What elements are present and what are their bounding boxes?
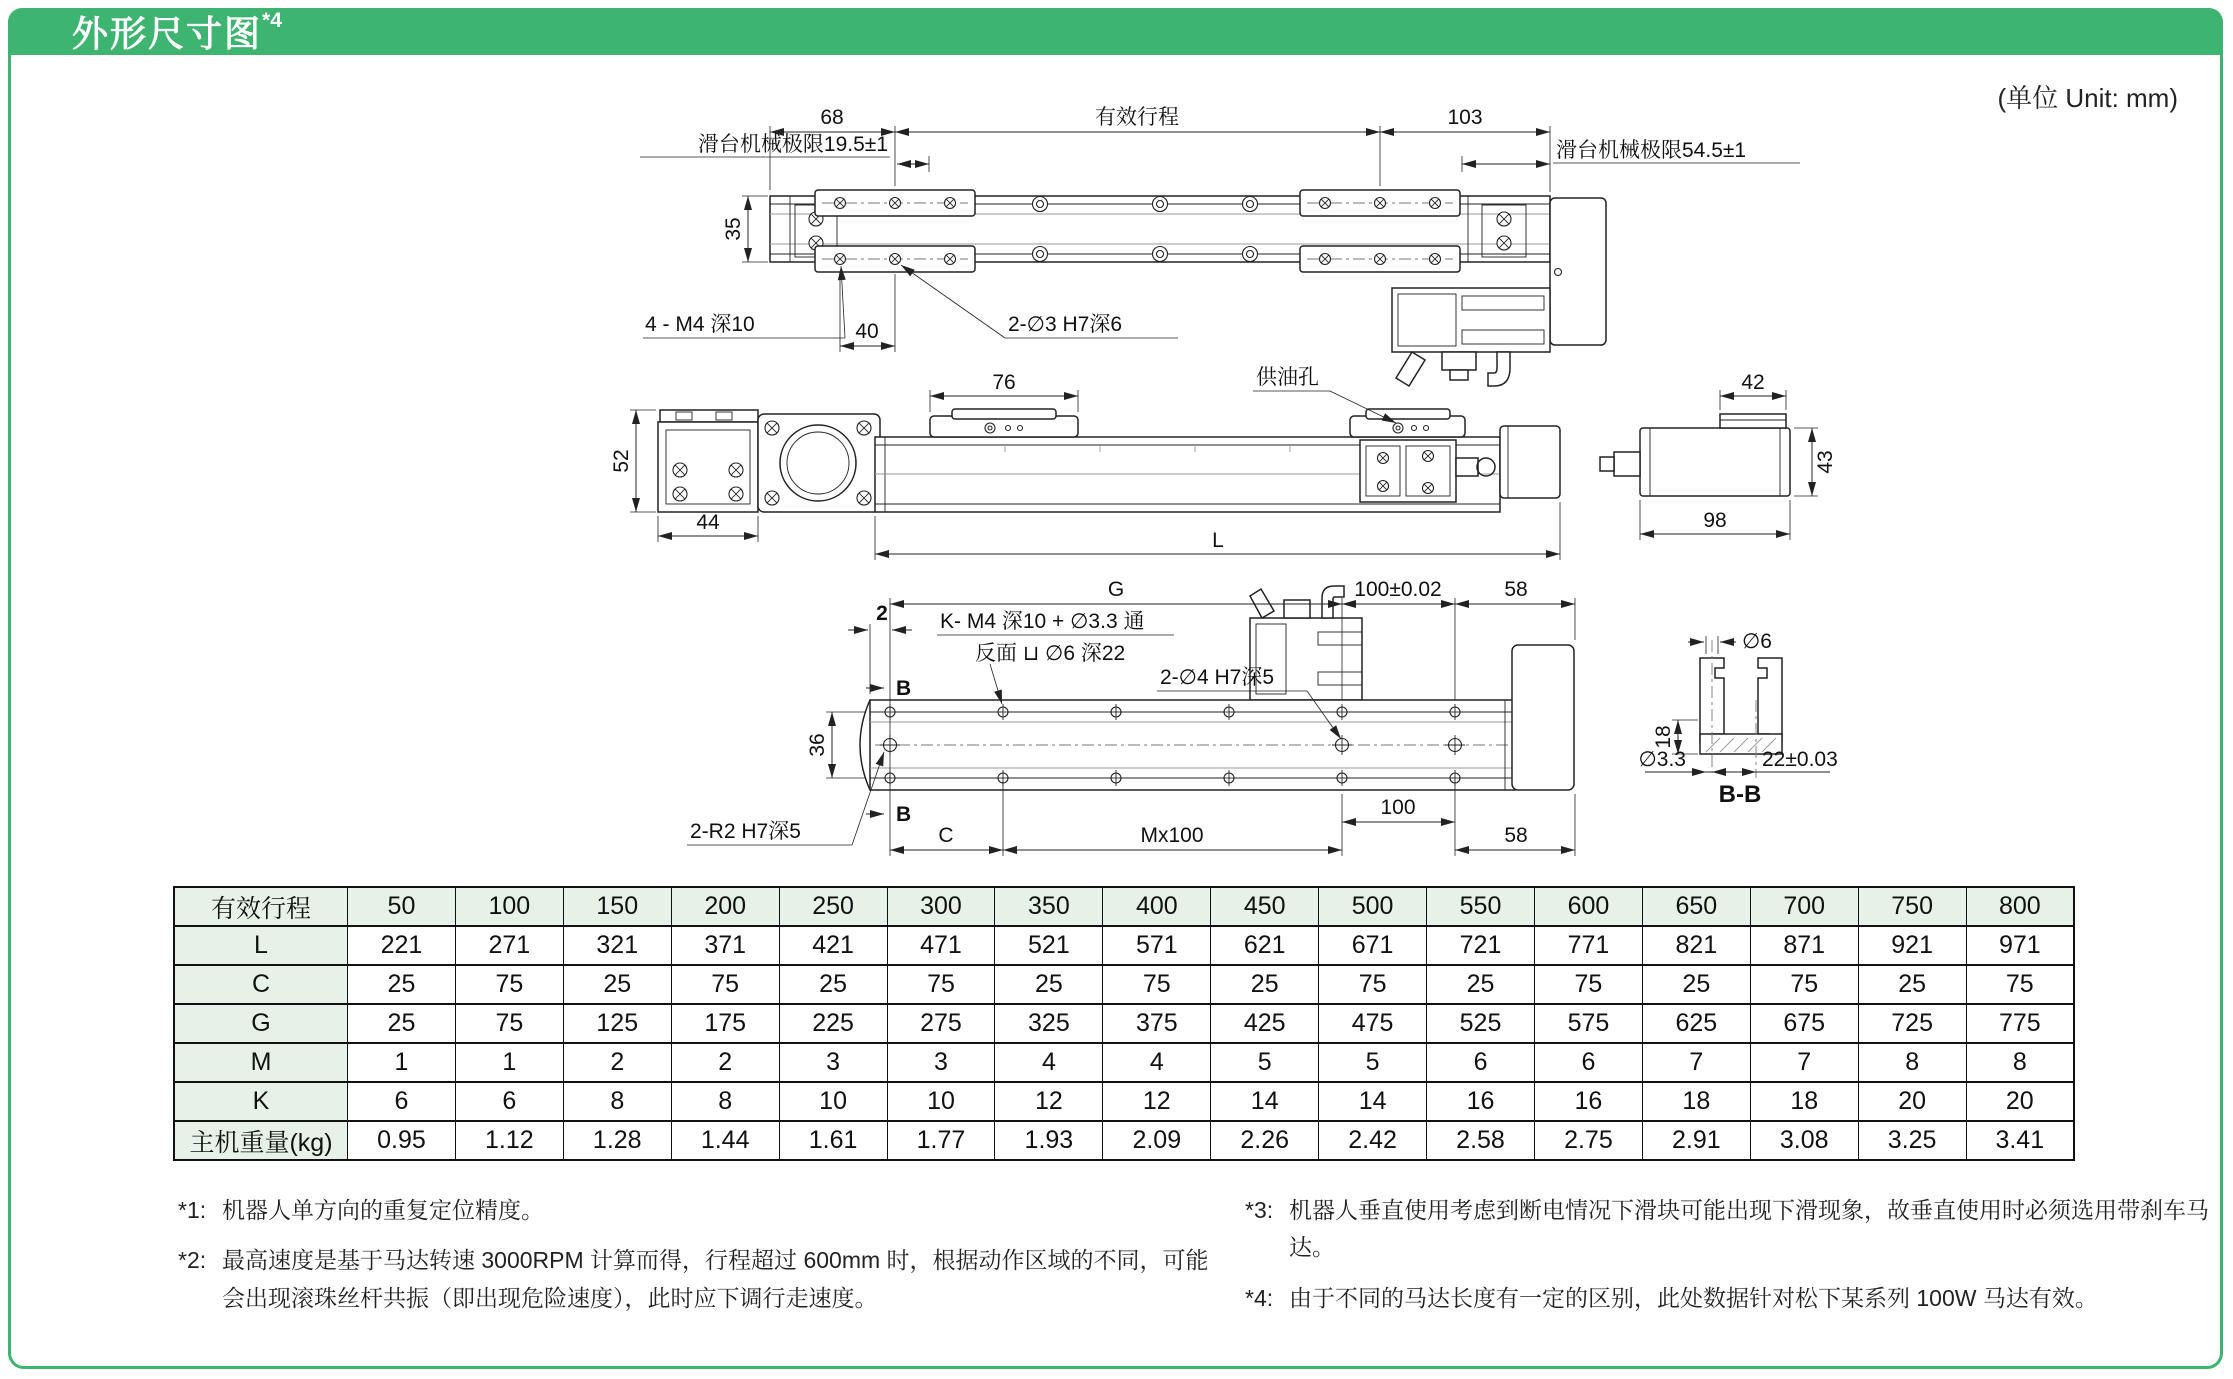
dim-44: 44 — [696, 511, 720, 534]
footnote-text: 最高速度是基于马达转速 3000RPM 计算而得，行程超过 600mm 时，根据动作区域的不同，可能会出现滚珠丝杆共振（即出现危险速度），此时应下调行走速度。 — [222, 1247, 1209, 1311]
table-cell: 321 — [563, 926, 671, 965]
dim-98: 98 — [1703, 509, 1727, 532]
footnote-2 — [178, 1242, 1230, 1317]
table-cell: 671 — [1319, 926, 1427, 965]
table-cell: 75 — [1319, 965, 1427, 1004]
label-k-m4-holes: K- M4 深10 + ∅3.3 通 — [940, 610, 1145, 633]
table-cell: 425 — [1211, 1004, 1319, 1043]
table-header-cell: K — [174, 1082, 348, 1121]
motor-side-view — [1600, 371, 1837, 540]
table-cell: 75 — [1534, 965, 1642, 1004]
label-oil-port: 供油孔 — [1256, 366, 1319, 389]
table-cell: 2.42 — [1319, 1121, 1427, 1160]
table-cell: 25 — [348, 1004, 456, 1043]
dim-22-tol: 22±0.03 — [1762, 748, 1838, 771]
table-row — [174, 1121, 2074, 1160]
table-cell: 5 — [1319, 1043, 1427, 1082]
table-header-cell: 主机重量(kg) — [174, 1121, 348, 1160]
dim-C: C — [938, 824, 954, 847]
table-cell: 675 — [1750, 1004, 1858, 1043]
dim-36: 36 — [806, 733, 829, 757]
table-cell: 10 — [887, 1082, 995, 1121]
table-cell: 1.61 — [779, 1121, 887, 1160]
table-header-cell: C — [174, 965, 348, 1004]
table-cell: 75 — [1103, 965, 1211, 1004]
table-cell: 225 — [779, 1004, 887, 1043]
motor-cable-connector — [1396, 352, 1425, 386]
section-arrow-b-bottom: B — [896, 803, 912, 826]
table-cell: 20 — [1966, 1082, 2074, 1121]
dim-100: 100 — [1380, 796, 1416, 819]
table-cell: 7 — [1642, 1043, 1750, 1082]
table-row — [174, 926, 2074, 965]
table-cell: 25 — [779, 965, 887, 1004]
table-cell: 3.08 — [1750, 1121, 1858, 1160]
end-view — [610, 410, 918, 542]
table-cell: 1.93 — [995, 1121, 1103, 1160]
table-cell: 16 — [1534, 1082, 1642, 1121]
motor-cover-bottom-view — [1512, 645, 1574, 790]
table-cell: 10 — [779, 1082, 887, 1121]
dim-42: 42 — [1741, 371, 1765, 394]
table-header-cell: 500 — [1319, 887, 1427, 926]
table-cell: 575 — [1534, 1004, 1642, 1043]
footnote-text: 机器人垂直使用考虑到断电情况下滑块可能出现下滑现象，故垂直使用时必须选用带刹车马达。 — [1289, 1197, 2209, 1261]
table-cell: 871 — [1750, 926, 1858, 965]
table-header-cell: 350 — [995, 887, 1103, 926]
table-header-cell: 300 — [887, 887, 995, 926]
dim-2: 2 — [876, 602, 888, 625]
table-header-cell: 700 — [1750, 887, 1858, 926]
table-cell: 1 — [455, 1043, 563, 1082]
table-cell: 75 — [455, 1004, 563, 1043]
table-header-cell: 600 — [1534, 887, 1642, 926]
table-cell: 471 — [887, 926, 995, 965]
table-cell: 3 — [887, 1043, 995, 1082]
section-bb-view — [1639, 630, 1838, 808]
table-cell: 375 — [1103, 1004, 1211, 1043]
table-cell: 1.12 — [455, 1121, 563, 1160]
table-cell: 2.09 — [1103, 1121, 1211, 1160]
table-cell: 3.25 — [1858, 1121, 1966, 1160]
table-row — [174, 1043, 2074, 1082]
dimension-table — [173, 886, 2075, 1161]
table-cell: 921 — [1858, 926, 1966, 965]
section-arrow-b-top: B — [896, 677, 912, 700]
table-cell: 721 — [1427, 926, 1535, 965]
dim-58-top: 58 — [1504, 578, 1528, 601]
page-title-footnote-ref: *4 — [262, 8, 282, 32]
motor-cover-side-view — [1500, 426, 1560, 498]
table-cell: 521 — [995, 926, 1103, 965]
table-row — [174, 887, 2074, 926]
footnote-text: 由于不同的马达长度有一定的区别，此处数据针对松下某系列 100W 马达有效。 — [1289, 1284, 2098, 1311]
dim-100-tol: 100±0.02 — [1354, 578, 1442, 601]
table-cell: 25 — [1858, 965, 1966, 1004]
table-cell: 25 — [563, 965, 671, 1004]
table-cell: 5 — [1211, 1043, 1319, 1082]
table-cell: 16 — [1427, 1082, 1535, 1121]
table-cell: 621 — [1211, 926, 1319, 965]
label-slider-limit-left: 滑台机械极限19.5±1 — [697, 133, 888, 156]
table-cell: 1.44 — [671, 1121, 779, 1160]
dim-phi33: ∅3.3 — [1638, 748, 1686, 771]
footnotes-right — [1245, 1192, 2220, 1330]
page-title: 外形尺寸图 — [72, 13, 263, 54]
table-cell: 6 — [348, 1082, 456, 1121]
table-cell: 775 — [1966, 1004, 2074, 1043]
footnote-3 — [1245, 1192, 2220, 1267]
table-cell: 771 — [1534, 926, 1642, 965]
table-cell: 525 — [1427, 1004, 1535, 1043]
unit-note: (单位 Unit: mm) — [1997, 83, 2178, 113]
table-cell: 12 — [1103, 1082, 1211, 1121]
table-header-cell: 有效行程 — [174, 887, 348, 926]
table-header-cell: M — [174, 1043, 348, 1082]
table-cell: 125 — [563, 1004, 671, 1043]
table-cell: 571 — [1103, 926, 1211, 965]
table-header-cell: G — [174, 1004, 348, 1043]
table-cell: 725 — [1858, 1004, 1966, 1043]
table-cell: 75 — [887, 965, 995, 1004]
table-header-cell: 750 — [1858, 887, 1966, 926]
dim-phi6: ∅6 — [1742, 630, 1772, 653]
table-cell: 4 — [1103, 1043, 1211, 1082]
dim-103: 103 — [1447, 106, 1483, 129]
motor-elbow-connector — [1488, 352, 1510, 386]
table-cell: 2.91 — [1642, 1121, 1750, 1160]
table-cell: 3.41 — [1966, 1121, 2074, 1160]
dim-68: 68 — [820, 106, 844, 129]
section-bb-label: B-B — [1718, 781, 1762, 808]
table-cell: 271 — [455, 926, 563, 965]
dim-52: 52 — [610, 449, 633, 473]
table-header-cell: 650 — [1642, 887, 1750, 926]
table-cell: 2.58 — [1427, 1121, 1535, 1160]
footnote-id: *4: — [1245, 1284, 1274, 1311]
footnote-4 — [1245, 1280, 2220, 1317]
table-header-cell: L — [174, 926, 348, 965]
table-cell: 25 — [995, 965, 1103, 1004]
table-header-cell: 100 — [455, 887, 563, 926]
footnote-1 — [178, 1192, 1230, 1229]
table-cell: 14 — [1211, 1082, 1319, 1121]
table-cell: 2.75 — [1534, 1121, 1642, 1160]
table-cell: 18 — [1750, 1082, 1858, 1121]
table-cell: 1 — [348, 1043, 456, 1082]
table-cell: 6 — [1534, 1043, 1642, 1082]
table-cell: 8 — [1966, 1043, 2074, 1082]
table-cell: 175 — [671, 1004, 779, 1043]
table-header-cell: 50 — [348, 887, 456, 926]
table-cell: 821 — [1642, 926, 1750, 965]
table-cell: 20 — [1858, 1082, 1966, 1121]
footnote-id: *2: — [178, 1247, 207, 1274]
table-cell: 14 — [1319, 1082, 1427, 1121]
table-cell: 221 — [348, 926, 456, 965]
dimension-drawing — [0, 60, 2233, 890]
label-phi3-holes: 2-∅3 H7深6 — [1008, 313, 1123, 336]
dim-L: L — [1212, 529, 1224, 552]
table-header-cell: 200 — [671, 887, 779, 926]
table-cell: 25 — [1211, 965, 1319, 1004]
table-header-cell: 250 — [779, 887, 887, 926]
table-cell: 3 — [779, 1043, 887, 1082]
table-cell: 12 — [995, 1082, 1103, 1121]
dim-G: G — [1107, 578, 1125, 601]
table-cell: 8 — [1858, 1043, 1966, 1082]
table-cell: 8 — [671, 1082, 779, 1121]
footnote-id: *3: — [1245, 1197, 1274, 1223]
table-cell: 475 — [1319, 1004, 1427, 1043]
table-row — [174, 1082, 2074, 1121]
dim-effective-stroke: 有效行程 — [1095, 106, 1179, 129]
table-header-cell: 450 — [1211, 887, 1319, 926]
label-k-m4-backside: 反面 ⊔ ∅6 深22 — [975, 642, 1126, 665]
table-cell: 2.26 — [1211, 1121, 1319, 1160]
label-phi4-holes: 2-∅4 H7深5 — [1160, 666, 1275, 689]
table-cell: 25 — [1427, 965, 1535, 1004]
motor-body-top-view — [1392, 288, 1550, 352]
table-cell: 18 — [1642, 1082, 1750, 1121]
table-cell: 971 — [1966, 926, 2074, 965]
side-view — [875, 366, 1560, 560]
table-cell: 75 — [1966, 965, 2074, 1004]
table-cell: 625 — [1642, 1004, 1750, 1043]
footnote-text: 机器人单方向的重复定位精度。 — [222, 1197, 544, 1223]
label-slider-limit-right: 滑台机械极限54.5±1 — [1556, 139, 1747, 162]
dim-18: 18 — [1652, 725, 1675, 749]
table-header-cell: 400 — [1103, 887, 1211, 926]
dim-40: 40 — [855, 320, 879, 343]
table-cell: 325 — [995, 1004, 1103, 1043]
table-cell: 0.95 — [348, 1121, 456, 1160]
table-cell: 75 — [1750, 965, 1858, 1004]
label-r2-holes: 2-R2 H7深5 — [690, 820, 801, 843]
dim-35: 35 — [722, 217, 745, 241]
table-row — [174, 1004, 2074, 1043]
table-cell: 7 — [1750, 1043, 1858, 1082]
table-cell: 75 — [671, 965, 779, 1004]
label-m4-holes: 4 - M4 深10 — [645, 313, 755, 336]
footnotes-left — [178, 1192, 1230, 1330]
table-header-cell: 550 — [1427, 887, 1535, 926]
table-row — [174, 965, 2074, 1004]
table-cell: 371 — [671, 926, 779, 965]
table-cell: 421 — [779, 926, 887, 965]
dim-76: 76 — [992, 371, 1016, 394]
table-cell: 275 — [887, 1004, 995, 1043]
dim-58-bottom: 58 — [1504, 824, 1528, 847]
table-cell: 2 — [671, 1043, 779, 1082]
table-cell: 8 — [563, 1082, 671, 1121]
top-view — [640, 106, 1800, 386]
section-title-bar — [8, 8, 2223, 55]
bottom-view — [687, 578, 1575, 856]
dim-mx100: Mx100 — [1140, 824, 1204, 847]
table-cell: 6 — [1427, 1043, 1535, 1082]
table-header-cell: 150 — [563, 887, 671, 926]
table-cell: 2 — [563, 1043, 671, 1082]
table-header-cell: 800 — [1966, 887, 2074, 926]
table-cell: 1.77 — [887, 1121, 995, 1160]
table-cell: 25 — [348, 965, 456, 1004]
table-cell: 1.28 — [563, 1121, 671, 1160]
dim-43: 43 — [1814, 450, 1837, 474]
table-cell: 75 — [455, 965, 563, 1004]
footnote-id: *1: — [178, 1197, 207, 1223]
table-cell: 6 — [455, 1082, 563, 1121]
table-cell: 4 — [995, 1043, 1103, 1082]
table-cell: 25 — [1642, 965, 1750, 1004]
